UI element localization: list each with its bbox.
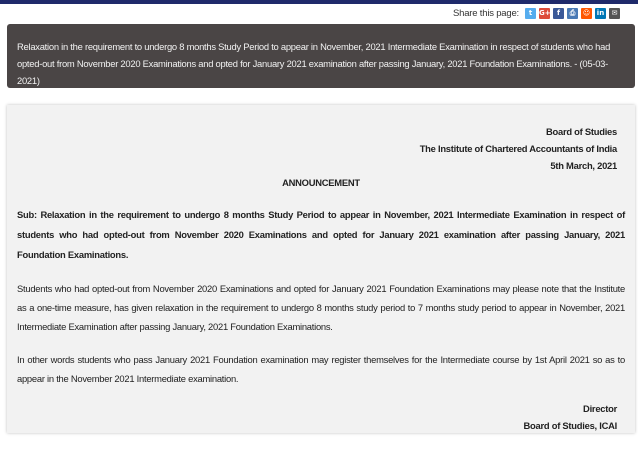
reddit-icon[interactable]: ☺ xyxy=(582,8,591,17)
page-title xyxy=(7,24,635,88)
header-institute: The Institute of Chartered Accountants of India xyxy=(419,143,617,154)
email-icon[interactable]: ✉ xyxy=(609,8,620,19)
facebook-icon[interactable]: f xyxy=(553,8,564,19)
share-bar xyxy=(453,6,620,20)
header-date: 5th March, 2021 xyxy=(550,160,617,171)
signature-title: Director xyxy=(583,403,617,414)
linkedin-icon[interactable]: in xyxy=(596,8,605,17)
header-board: Board of Studies xyxy=(545,126,617,137)
page-title-text: Relaxation in the requirement to undergo 8 months Study Period to appear in November, 2021 Intermediate Examination in respect of students who had opted-out from November 2020 Examinations and opted for January 2021 examination after passing January, 2021 Foundation Examinations. - (05-03-2021) xyxy=(17,41,611,86)
announcement-heading: ANNOUNCEMENT xyxy=(282,177,360,188)
print-icon[interactable]: ⎙ xyxy=(567,8,578,19)
paragraph-1: Students who had opted-out from November 2020 Examinations and opted for January 2021 Foundation Examinations may please note that the Institute as a one-time measure, has given relaxation in the requirement to undergo 8 months study period to 7 months study period to appear in November, 2021 Intermediate Examination after passing January, 2021 Foundation Examinations. xyxy=(17,283,625,332)
signature-dept: Board of Studies, ICAI xyxy=(523,420,617,431)
google-plus-icon[interactable]: G+ xyxy=(539,8,551,17)
announcement-panel xyxy=(7,105,635,433)
twitter-icon[interactable]: t xyxy=(525,8,536,19)
share-label: Share this page: xyxy=(453,7,519,19)
top-bar xyxy=(0,0,638,4)
subject-line: Sub: Relaxation in the requirement to undergo 8 months Study Period to appear in November, 2021 Intermediate Examination in respect of students who had opted-out from November 2020 Examinations and opted for January 2021 examination after passing January, 2021 Foundation Examinations. xyxy=(17,209,625,260)
paragraph-2: In other words students who pass January 2021 Foundation examination may register themselves for the Intermediate course by 1st April 2021 so as to appear in the November 2021 Intermediate examination. xyxy=(17,354,625,384)
